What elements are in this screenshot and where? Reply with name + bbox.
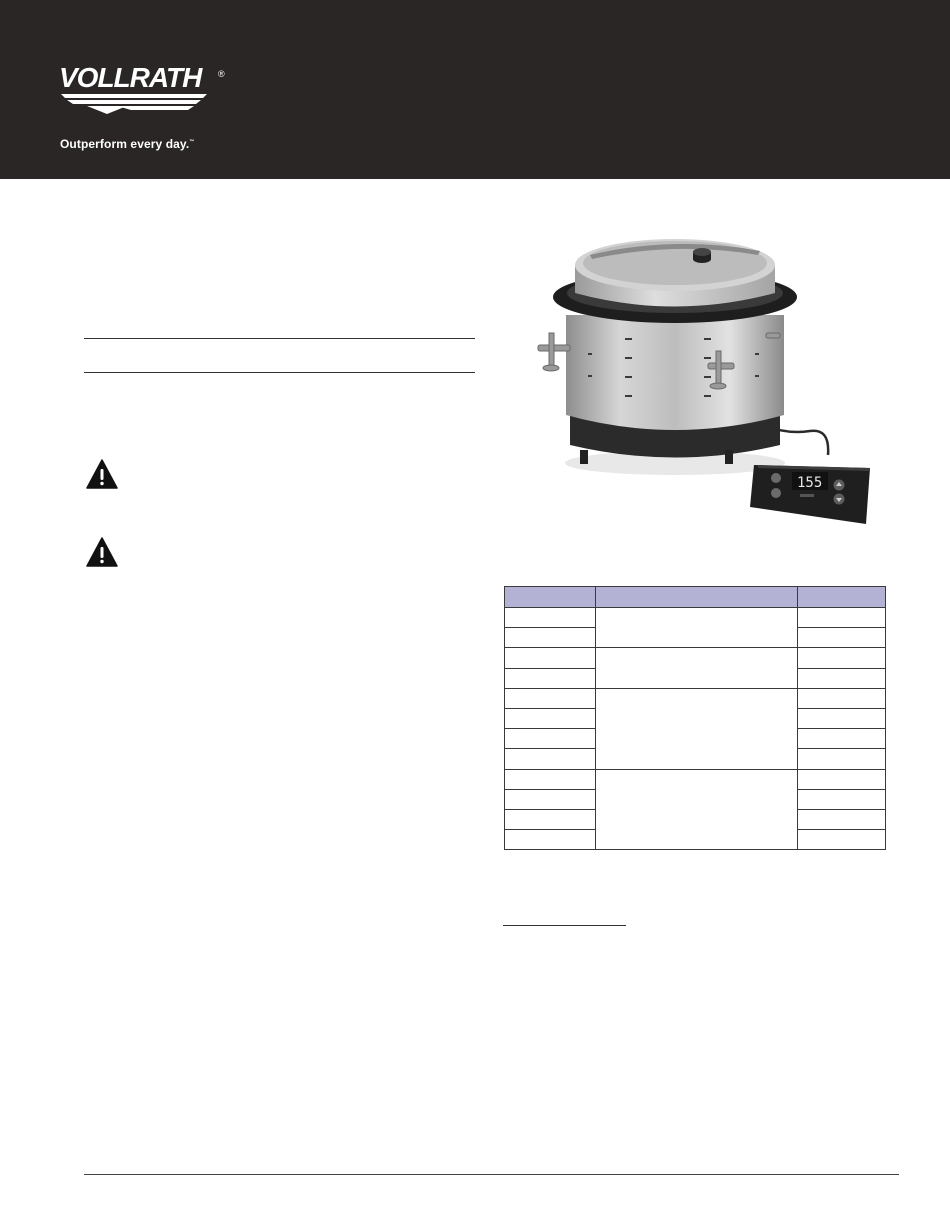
table-cell — [505, 648, 596, 668]
section-underline — [503, 925, 626, 926]
table-row — [505, 648, 886, 668]
table-cell — [798, 688, 886, 708]
table-header-cell — [596, 587, 798, 608]
brand-header — [0, 0, 950, 179]
table-header-cell — [505, 587, 596, 608]
table-header-cell — [798, 587, 886, 608]
brand-tagline: Outperform every day.™ — [60, 137, 195, 151]
model-table — [504, 586, 886, 850]
footer-rule — [84, 1174, 899, 1175]
warning-triangle-icon — [86, 537, 118, 567]
title-rule-top — [84, 338, 475, 339]
table-cell — [798, 830, 886, 850]
table-cell — [505, 628, 596, 648]
vollrath-logo — [57, 62, 232, 118]
table-row — [505, 608, 886, 628]
table-cell — [798, 789, 886, 809]
table-cell — [505, 789, 596, 809]
table-cell — [505, 608, 596, 628]
table-header-row — [505, 587, 886, 608]
table-cell — [505, 708, 596, 728]
table-cell — [798, 708, 886, 728]
table-cell — [798, 628, 886, 648]
product-photo — [530, 225, 880, 540]
table-cell — [505, 749, 596, 769]
table-cell — [798, 648, 886, 668]
logo-wordmark: VOLLRATH — [59, 62, 202, 93]
logo-stripe-3 — [87, 106, 127, 114]
table-row — [505, 769, 886, 789]
control-display-reading: 155 — [797, 475, 823, 491]
table-cell — [505, 729, 596, 749]
table-cell — [798, 668, 886, 688]
table-group-cell — [596, 769, 798, 850]
table-group-cell — [596, 688, 798, 769]
table-row — [505, 688, 886, 708]
table-group-cell — [596, 648, 798, 688]
table-cell — [505, 668, 596, 688]
table-cell — [798, 749, 886, 769]
logo-stripe-2 — [67, 100, 201, 104]
logo-stripe-1 — [61, 94, 207, 98]
table-cell — [505, 830, 596, 850]
registered-mark: ® — [218, 69, 225, 79]
table-cell — [505, 769, 596, 789]
table-cell — [798, 608, 886, 628]
title-rule-bottom — [84, 372, 475, 373]
logo-stripe-4 — [117, 106, 194, 110]
table-group-cell — [596, 608, 798, 648]
table-cell — [505, 688, 596, 708]
table-cell — [798, 769, 886, 789]
warning-triangle-icon — [86, 459, 118, 489]
table-cell — [798, 729, 886, 749]
table-cell — [505, 809, 596, 829]
table-cell — [798, 809, 886, 829]
